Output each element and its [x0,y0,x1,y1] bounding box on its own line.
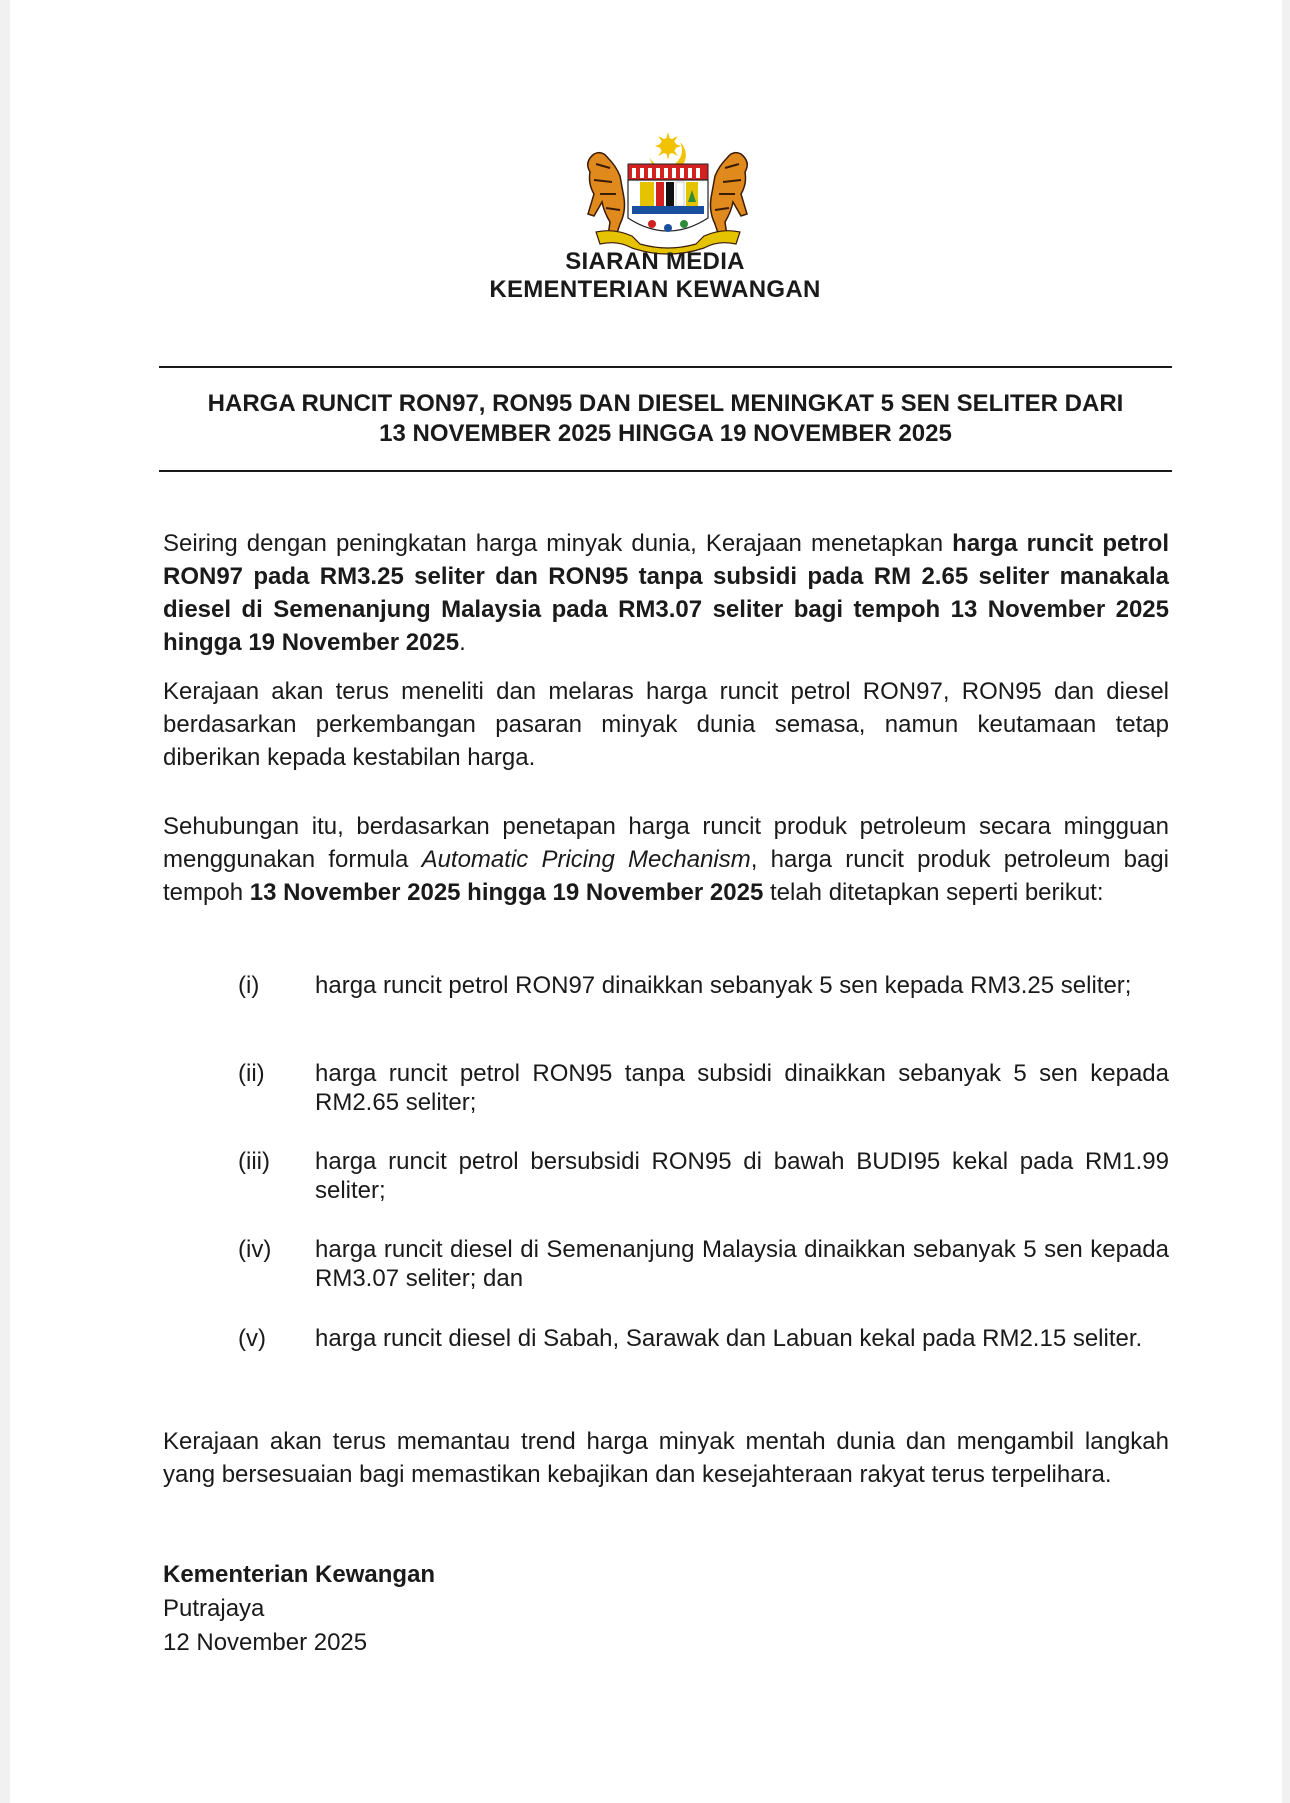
paragraph-1 [163,527,1169,659]
heading-ministry: KEMENTERIAN KEWANGAN [489,276,821,303]
title-line-2: 13 NOVEMBER 2025 HINGGA 19 NOVEMBER 2025 [379,420,952,447]
paragraph-1-intro: Seiring dengan peningkatan harga minyak dunia, Kerajaan menetapkan [163,530,953,557]
signature-place: Putrajaya [163,1595,265,1622]
list-item-text: harga runcit diesel di Sabah, Sarawak dan Labuan kekal pada RM2.15 seliter. [315,1325,1143,1352]
list-item-text: harga runcit petrol RON97 dinaikkan sebanyak 5 sen kepada RM3.25 seliter; [315,972,1132,999]
heading-siaran-media: SIARAN MEDIA [565,248,745,275]
paragraph-3-bold: 13 November 2025 hingga 19 November 2025 [249,879,764,906]
paragraph-2: Kerajaan akan terus meneliti dan melaras harga runcit petrol RON97, RON95 dan diesel berdasarkan perkembangan pasaran minyak dunia semasa, namun keutamaan tetap diberikan kepada kestabilan harga. [163,678,1169,771]
list-item-text: harga runcit petrol RON95 tanpa subsidi dinaikkan sebanyak 5 sen kepada RM2.65 seliter; [315,1060,1169,1116]
paragraph-1-end: . [459,629,466,656]
signature-org [163,1558,435,1592]
malaysia-coat-of-arms-icon [580,132,755,262]
list-item-number: (v) [238,1325,266,1352]
paragraph-3 [163,810,1169,909]
signature-block [163,1558,435,1660]
list-item-number: (iii) [238,1148,270,1175]
paragraph-4: Kerajaan akan terus memantau trend harga minyak mentah dunia dan mengambil langkah yang bersesuaian bagi memastikan kebajikan dan kesejahteraan rakyat terus terpelihara. [163,1428,1169,1488]
paragraph-3-part-2: , harga runcit produk petroleum bagi tempoh [163,846,1169,906]
signature-date: 12 November 2025 [163,1629,368,1656]
press-release-title [159,389,1172,449]
list-item-number: (ii) [238,1060,265,1087]
signature-org-text: Kementerian Kewangan [163,1561,436,1588]
paragraph-3-italic: Automatic Pricing Mechanism [421,846,751,873]
list-item-text: harga runcit petrol bersubsidi RON95 di bawah BUDI95 kekal pada RM1.99 seliter; [315,1148,1169,1204]
paragraph-3-part-3: telah ditetapkan seperti berikut: [763,879,1104,906]
paragraph-3-part-1: Sehubungan itu, berdasarkan penetapan harga runcit produk petroleum secara mingguan menggunakan formula [163,813,1169,873]
top-divider [159,366,1172,368]
list-item-text: harga runcit diesel di Semenanjung Malaysia dinaikkan sebanyak 5 sen kepada RM3.07 seliter; dan [315,1236,1169,1292]
title-line-1: HARGA RUNCIT RON97, RON95 DAN DIESEL MENINGKAT 5 SEN SELITER DARI [207,390,1124,417]
paragraph-1-bold: harga runcit petrol RON97 pada RM3.25 seliter dan RON95 tanpa subsidi pada RM 2.65 seliter manakala diesel di Semenanjung Malaysia pada RM3.07 seliter bagi tempoh 13 November 2025 hingga 19 November 2025 [163,530,1170,656]
bottom-divider [159,470,1172,472]
list-item-number: (i) [238,972,260,999]
press-release-page [10,0,1282,1803]
list-item-number: (iv) [238,1236,272,1263]
